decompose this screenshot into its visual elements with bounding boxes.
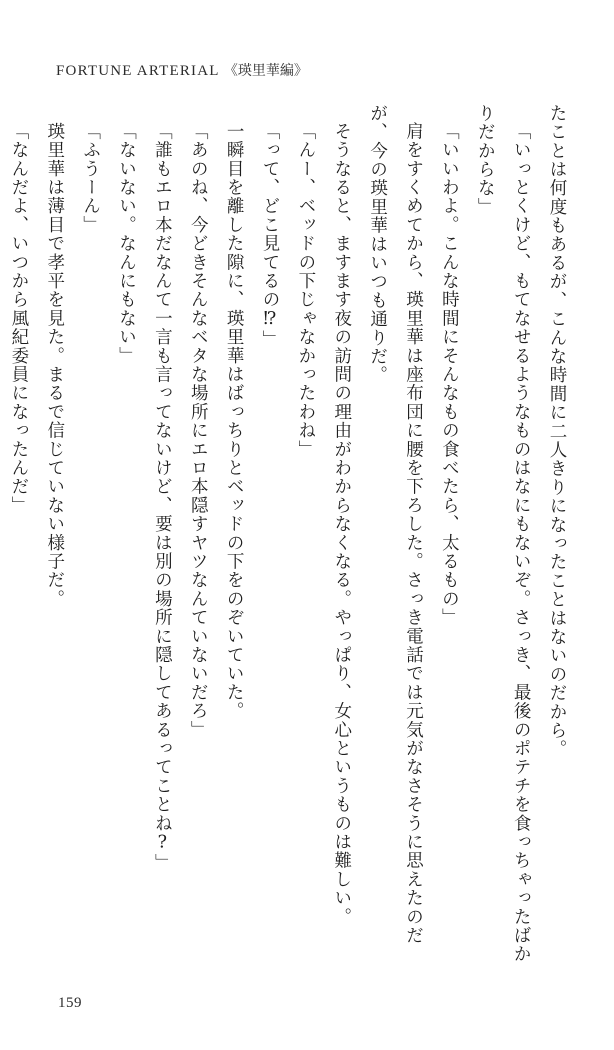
paragraph: 「いっとくけど、もてなせるようなものはなにもないぞ。さっき、最後のポテチを食っちゃったばかりだからな」 [475, 104, 532, 963]
paragraph: そうなると、ますます夜の訪問の理由がわからなくなる。やっぱり、女心というものは難しい。 [331, 121, 352, 926]
paragraph: 「あのね、今どきそんなベタな場所にエロ本隠すヤツなんていないだろ」 [188, 121, 209, 739]
paragraph: 「なんだよ、いつから風紀委員になったんだ」 [8, 121, 29, 515]
running-head-title-latin: FORTUNE ARTERIAL [56, 63, 220, 79]
paragraph: 「んー、ベッドの下じゃなかったわね」 [295, 121, 316, 459]
paragraph: 一瞬目を離した隙に、瑛里華はばっちりとベッドの下をのぞいていた。 [224, 121, 245, 720]
paragraph: たことは何度もあるが、こんな時間に二人きりになったことはないのだから。 [547, 104, 567, 759]
paragraph: 「ないない。なんにもない」 [116, 121, 137, 365]
paragraph: 瑛里華は薄目で孝平を見た。まるで信じていない様子だ。 [44, 121, 65, 608]
page-number: 159 [58, 995, 82, 1011]
paragraph: 「いいわよ。こんな時間にそんなもの食べたら、太るもの」 [439, 121, 460, 627]
paragraph: 「ふうーん」 [80, 121, 101, 234]
running-head-title-jp: 《瑛里華編》 [223, 63, 308, 79]
running-head [56, 60, 308, 80]
paragraph: 「誰もエロ本だなんて一言も言ってないけど、要は別の場所に隠してあるってことね?」 [152, 121, 173, 872]
paragraph: 「って、どこ見てるの⁉」 [260, 121, 280, 349]
paragraph: 肩をすくめてから、瑛里華は座布団に腰を下ろした。さっき電話では元気がなさそうに思えたのだが、今の瑛里華はいつも通りだ。 [367, 104, 424, 945]
page-body-text [8, 104, 574, 964]
